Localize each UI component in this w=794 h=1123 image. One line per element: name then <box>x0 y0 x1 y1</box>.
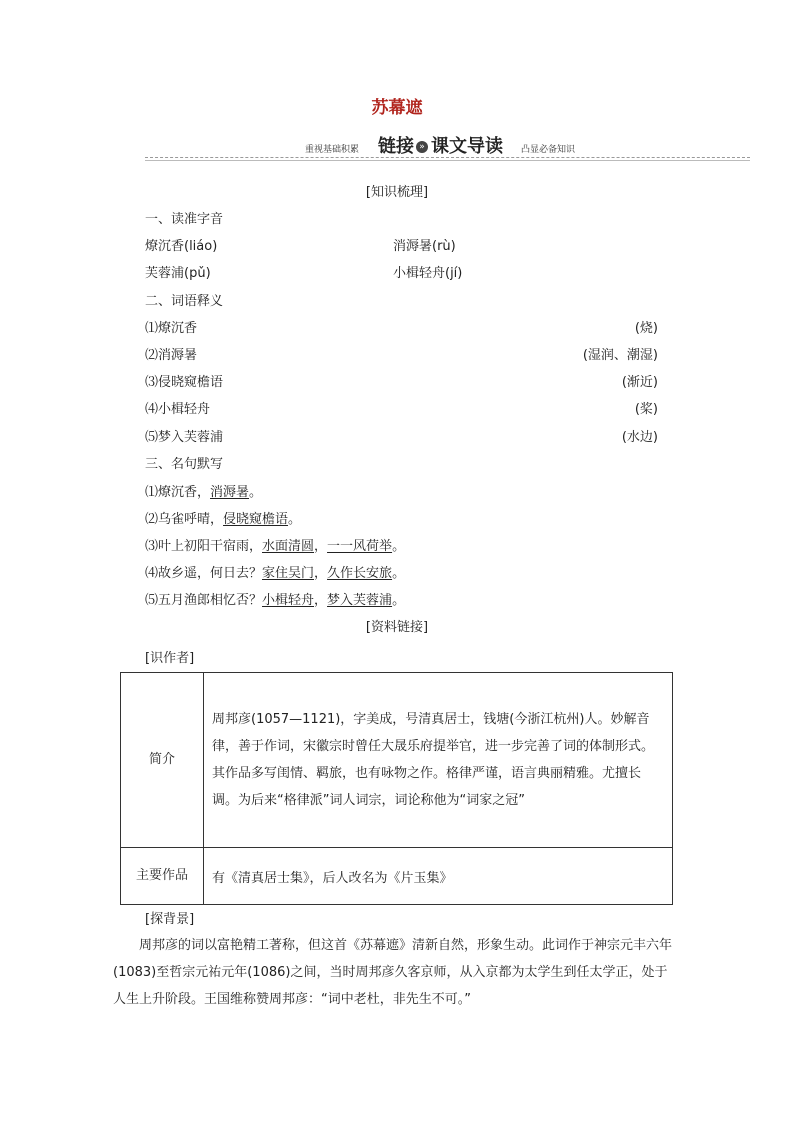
s3-answer: 久作长安旅 <box>327 566 393 581</box>
poem-title: 苏幕遮 <box>371 98 423 118</box>
s3-line <box>145 540 405 553</box>
banner-right-text: 凸显必备知识 <box>521 145 576 155</box>
banner-left-text: 重视基础积累 <box>305 145 360 155</box>
table-row <box>121 673 673 848</box>
author-tag: [识作者] <box>145 651 195 666</box>
s3-line <box>145 594 405 607</box>
s3-line <box>145 513 301 526</box>
s3-answer: 一一风荷举 <box>327 539 393 554</box>
s2-term: ⑴燎沉香 <box>145 321 198 336</box>
s2-meaning: (烧) <box>634 321 658 336</box>
s3-line-text: ， <box>314 539 328 554</box>
s3-line-text: 。 <box>392 539 406 554</box>
s2-term: ⑵消溽暑 <box>145 348 198 363</box>
banner-link-text: 链接 <box>378 136 414 157</box>
s3-line-text: ， <box>314 593 328 608</box>
s1-item: 小楫轻舟(jí) <box>393 266 463 281</box>
s3-line-text: 。 <box>288 512 302 527</box>
s2-meaning: (桨) <box>634 402 658 417</box>
s2-meaning: (湿润、潮湿) <box>582 348 658 363</box>
author-table <box>120 672 673 905</box>
s1-item: 燎沉香(liáo) <box>145 239 218 254</box>
s3-line-text: ⑸五月渔郎相忆否？ <box>145 593 263 608</box>
table-header-cell: 主要作品 <box>121 848 204 905</box>
s2-heading: 二、词语释义 <box>145 294 224 309</box>
s3-answer: 侵晓窥檐语 <box>223 512 289 527</box>
s2-term: ⑷小楫轻舟 <box>145 402 211 417</box>
section-banner <box>145 138 750 160</box>
s1-heading: 一、读准字音 <box>145 212 224 227</box>
s3-line-text: 。 <box>392 566 406 581</box>
s3-answer: 家住吴门 <box>262 566 315 581</box>
s3-line-text: ⑶叶上初阳干宿雨， <box>145 539 263 554</box>
s2-meaning: (水边) <box>621 430 658 445</box>
s3-heading: 三、名句默写 <box>145 457 224 472</box>
s3-line <box>145 486 262 499</box>
table-row <box>121 848 673 905</box>
s3-line-text: 。 <box>249 485 263 500</box>
table-body-cell: 周邦彦(1057—1121)，字美成，号清真居士，钱塘(今浙江杭州)人。妙解音律，善于作词，宋徽宗时曾任大晟乐府提举官，进一步完善了词的体制形式。其作品多写闺情、羁旅，也有咏物之作。格律严谨，语言典丽精雅。尤擅长调。为后来“格律派”词人词宗，词论称他为“词家之冠” <box>204 673 673 848</box>
s3-line-text: ⑷故乡遥，何日去？ <box>145 566 263 581</box>
banner-divider-solid <box>145 160 750 161</box>
s2-meaning: (渐近) <box>621 375 658 390</box>
s3-line <box>145 567 405 580</box>
s3-line-text: 。 <box>392 593 406 608</box>
chevron-right-icon: » <box>416 141 428 153</box>
s3-line-text: ⑴燎沉香， <box>145 485 211 500</box>
s3-answer: 消溽暑 <box>210 485 250 500</box>
background-paragraph: 周邦彦的词以富艳精工著称，但这首《苏幕遮》清新自然，形象生动。此词作于神宗元丰六年(1083)至哲宗元祐元年(1086)之间，当时周邦彦久客京师，从入京都为太学生到任太学正，处于人生上升阶段。王国维称赞周邦彦：“词中老杜，非先生不可。” <box>113 938 673 1007</box>
table-body-cell: 有《清真居士集》，后人改名为《片玉集》 <box>204 848 673 905</box>
s3-line-text: ， <box>314 566 328 581</box>
s1-item: 消溽暑(rù) <box>393 239 456 254</box>
knowledge-heading: [知识梳理] <box>365 185 429 200</box>
s3-answer: 小楫轻舟 <box>262 593 315 608</box>
banner-divider <box>145 157 750 158</box>
background-tag: [探背景] <box>145 912 195 927</box>
banner-main-text: 课文导读 <box>431 136 503 157</box>
table-header-cell: 简介 <box>121 673 204 848</box>
s2-term: ⑸梦入芙蓉浦 <box>145 430 224 445</box>
s3-answer: 水面清圆 <box>262 539 315 554</box>
s3-answer: 梦入芙蓉浦 <box>327 593 393 608</box>
s2-term: ⑶侵晓窥檐语 <box>145 375 224 390</box>
material-heading: [资料链接] <box>365 620 429 635</box>
s1-item: 芙蓉浦(pǔ) <box>145 266 211 281</box>
s3-line-text: ⑵乌雀呼晴， <box>145 512 224 527</box>
